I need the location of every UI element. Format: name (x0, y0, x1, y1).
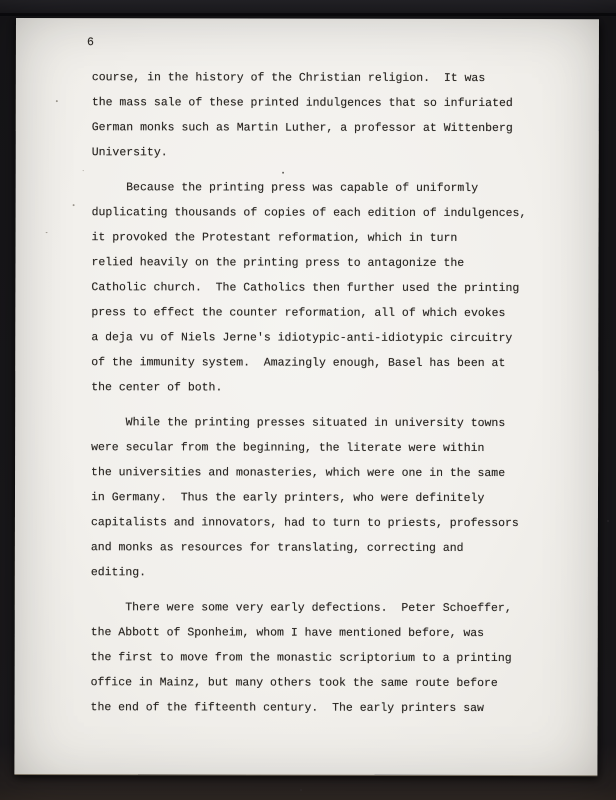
paper-speck (83, 170, 84, 171)
paragraph: While the printing presses situated in university towns were secular from the beginning, the literate were within the universities and monasteries, which were one in the same in Germany. Thus the early printers, who were definitely capitalists and innovators, had to turn to priests, professors and monks as resources for translating, correcting and editing. (90, 416, 519, 580)
mat-fleck (300, 789, 302, 791)
page-text (91, 65, 574, 721)
paragraph: course, in the history of the Christian religion. It was the mass sale of these printed indulgences that so infuriated German monks such as Martin Luther, a professor at Wittenberg University. (91, 71, 513, 160)
paper-speck (73, 204, 75, 206)
paper-speck (46, 232, 48, 233)
paragraph: Because the printing press was capable of uniformly duplicating thousands of copies of each edition of indulgences, it provoked the Protestant reformation, which in turn relied heavily on the printing press to antagonize the Catholic church. The Catholics then further used the printing press to effect the counter reformation, all of which evokes a deja vu of Niels Jerne's idiotypic-anti-idiotypic circuitry of the immunity system. Amazingly enough, Basel has been at the center of both. (91, 181, 527, 395)
paragraph: There were some very early defections. Peter Schoeffer, the Abbott of Sponheim, whom I have mentioned before, was the first to move from the monastic scriptorium to a printing office in Mainz, but many others took the same route before the end of the fifteenth century. The early printers saw (90, 601, 512, 715)
page-number: 6 (86, 36, 94, 50)
mat-seam (0, 13, 616, 16)
paper-speck (56, 100, 58, 102)
document-page (14, 18, 599, 775)
stray-ink-mark: . (279, 164, 287, 178)
mat-fleck (607, 520, 609, 522)
